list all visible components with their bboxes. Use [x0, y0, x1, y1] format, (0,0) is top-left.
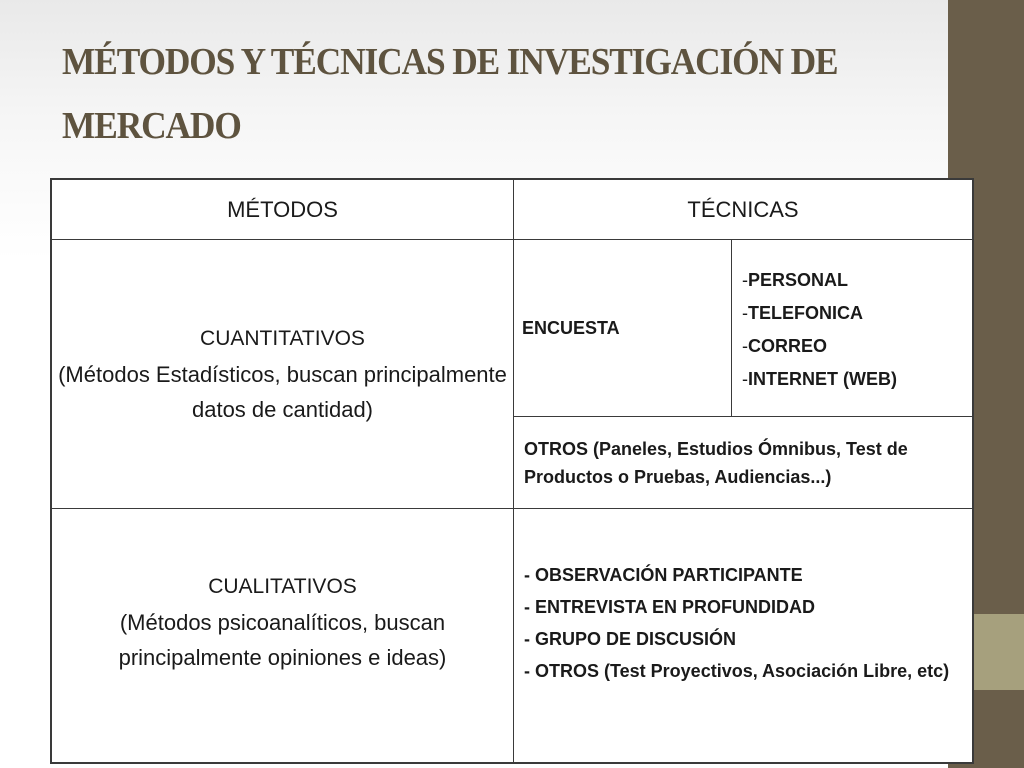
survey-mode-label: TELEFONICA	[748, 303, 863, 323]
qualitative-description: (Métodos psicoanalíticos, buscan principalmente opiniones e ideas)	[118, 609, 447, 670]
survey-technique: ENCUESTA	[522, 317, 620, 338]
quantitative-others: OTROS (Paneles, Estudios Ómnibus, Test de Productos o Pruebas, Audiencias...)	[524, 438, 908, 487]
qualitative-technique-item: - OBSERVACIÓN PARTICIPANTE	[524, 564, 803, 585]
column-divider	[513, 180, 514, 762]
header-techniques	[514, 180, 972, 239]
survey-modes-cell	[742, 240, 972, 416]
survey-mode-label: PERSONAL	[748, 270, 849, 290]
qualitative-technique-item: - GRUPO DE DISCUSIÓN	[524, 628, 737, 649]
header-methods-label: MÉTODOS	[227, 196, 338, 222]
survey-mode-item: -INTERNET (WEB)	[742, 369, 897, 389]
qualitative-technique-item: - ENTREVISTA EN PROFUNDIDAD	[524, 596, 816, 617]
qualitative-method-cell	[52, 509, 513, 762]
qualitative-techniques-cell	[524, 509, 970, 762]
quantitative-method-cell	[52, 240, 513, 508]
quantitative-heading: CUANTITATIVOS	[200, 327, 365, 350]
slide-title: MÉTODOS Y TÉCNICAS DE INVESTIGACIÓN DE MERCADO	[62, 41, 838, 147]
survey-mode-label: INTERNET (WEB)	[748, 369, 897, 389]
quantitative-description: (Métodos Estadísticos, buscan principalmente datos de cantidad)	[58, 362, 507, 422]
survey-mode-item: -CORREO	[742, 336, 828, 356]
header-techniques-label: TÉCNICAS	[687, 196, 799, 222]
methods-techniques-table	[50, 178, 974, 764]
survey-mode-item: -TELEFONICA	[742, 303, 863, 323]
quantitative-others-cell	[524, 417, 964, 508]
survey-mode-label: CORREO	[748, 336, 828, 356]
survey-mode-item: -PERSONAL	[742, 270, 849, 290]
qualitative-technique-item: - OTROS (Test Proyectivos, Asociación Libre, etc)	[524, 660, 950, 681]
encuesta-divider	[731, 240, 732, 417]
survey-technique-cell	[522, 240, 731, 416]
header-methods	[52, 180, 513, 239]
qualitative-heading: CUALITATIVOS	[208, 574, 357, 598]
